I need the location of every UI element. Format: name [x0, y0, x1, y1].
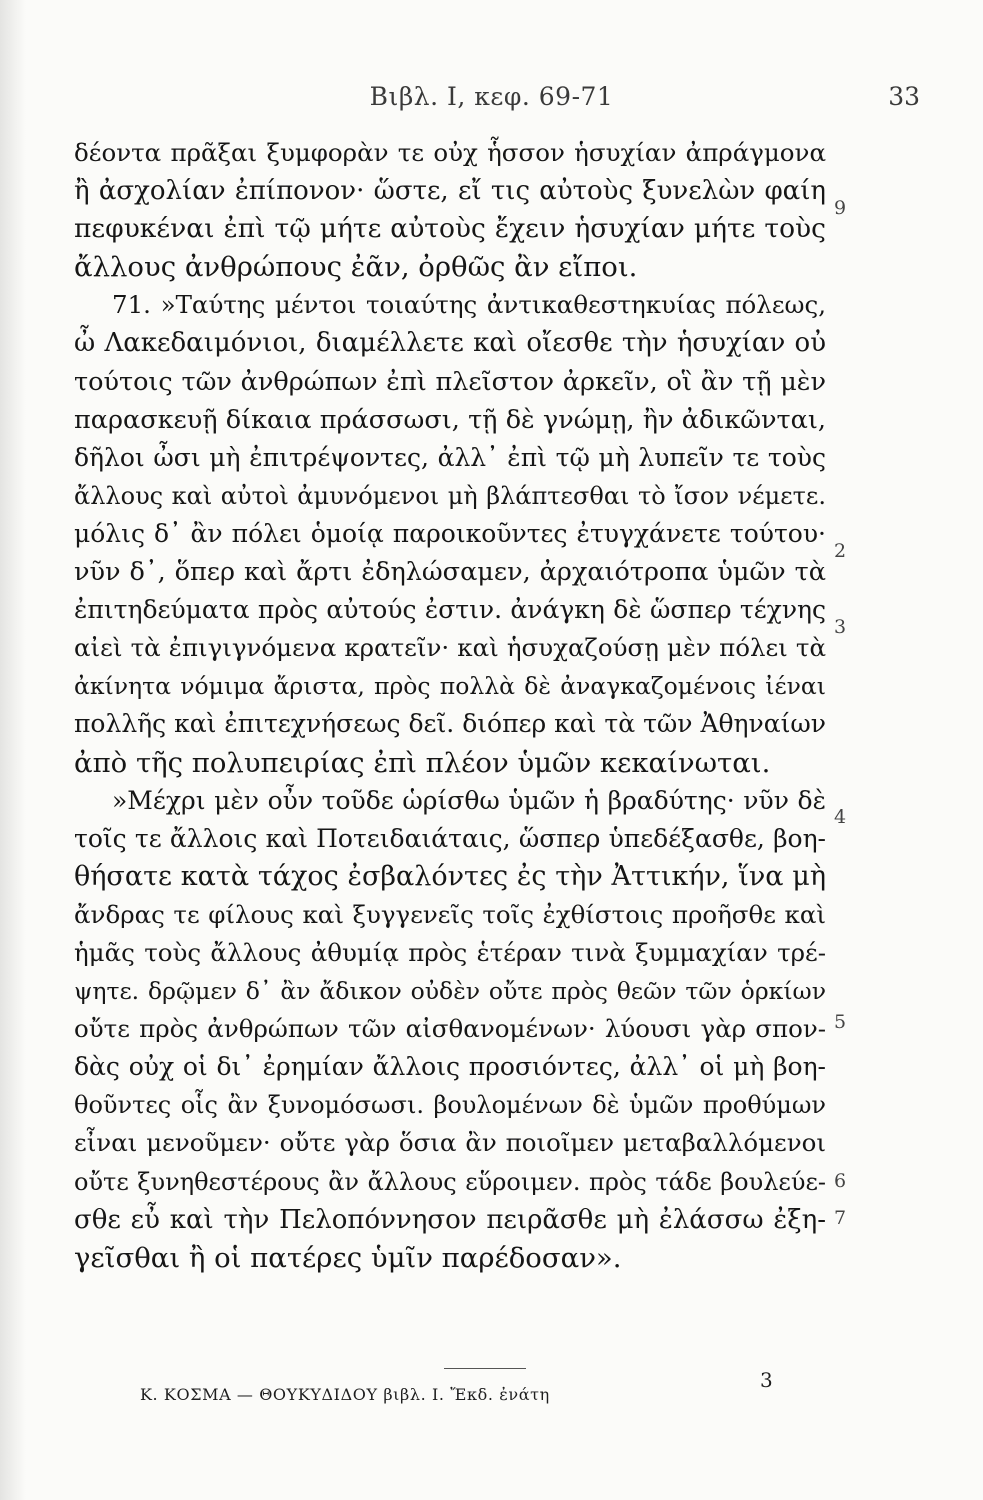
running-title: Βιβλ. Ι, κεφ. 69-71 — [369, 82, 614, 111]
spine-shadow — [0, 0, 26, 1500]
text-line: θοῦντες οἷς ἂν ξυνομόσωσι. βουλομένων δὲ ὑμῶν προθύμων — [74, 1091, 826, 1120]
body-text — [74, 134, 826, 1277]
text-line: ἄνδρας τε φίλους καὶ ξυγγενεῖς τοῖς ἐχθίστοις προῆσθε καὶ — [74, 899, 826, 929]
section-marker: 4 — [834, 806, 847, 828]
text-line: ἀπὸ τῆς πολυπειρίας ἐπὶ πλέον ὑμῶν κεκαίνωται. — [74, 746, 771, 779]
section-marker: 9 — [834, 197, 847, 219]
text-line: γεῖσθαι ἢ οἱ πατέρες ὑμῖν παρέδοσαν». — [74, 1241, 622, 1274]
text-line: σθε εὖ καὶ τὴν Πελοπόννησον πειρᾶσθε μὴ ἐλάσσω ἐξη- — [74, 1204, 826, 1235]
text-line: ἄλλους ἀνθρώπους ἐᾶν, ὀρθῶς ἂν εἴποι. — [74, 251, 638, 284]
text-line: μόλις δ᾽ ἂν πόλει ὁμοίᾳ παροικοῦντες ἐτυγχάνετε τούτου· — [74, 518, 826, 548]
section-marker: 7 — [834, 1207, 847, 1229]
text-line: οὔτε πρὸς ἀνθρώπων τῶν αἰσθανομένων· λύουσι γὰρ σπον- — [74, 1014, 826, 1044]
text-line: ὦ Λακεδαιμόνιοι, διαμέλλετε καὶ οἴεσθε τὴν ἡσυχίαν οὐ — [74, 328, 826, 359]
section-marker: 5 — [834, 1011, 847, 1033]
text-line: ἄλλους καὶ αὐτοὶ ἀμυνόμενοι μὴ βλάπτεσθαι τὸ ἴσον νέμετε. — [74, 481, 826, 510]
sheet-number: 3 — [760, 1368, 773, 1392]
text-line: παρασκευῇ δίκαια πράσσωσι, τῇ δὲ γνώμῃ, ἢν ἀδικῶνται, — [74, 404, 826, 435]
text-line: πολλῆς καὶ ἐπιτεχνήσεως δεῖ. διόπερ καὶ τὰ τῶν Ἀθηναίων — [74, 709, 826, 739]
text-line: θήσατε κατὰ τάχος ἐσβαλόντες ἐς τὴν Ἀττικήν, ἵνα μὴ — [74, 860, 826, 892]
chapter-71-opening-line: 71. »Ταύτης μέντοι τοιαύτης ἀντικαθεστηκυίας πόλεως, — [112, 290, 826, 320]
text-line: τούτοις τῶν ἀνθρώπων ἐπὶ πλεῖστον ἀρκεῖν, οἳ ἂν τῇ μὲν — [74, 366, 826, 397]
text-line: δέοντα πρᾶξαι ξυμφορὰν τε οὐχ ἧσσον ἡσυχίαν ἀπράγμονα — [74, 138, 826, 167]
text-line: εἶναι μενοῦμεν· οὔτε γὰρ ὅσια ἂν ποιοῖμεν μεταβαλλόμενοι — [74, 1128, 826, 1158]
section-marker: 6 — [834, 1170, 847, 1192]
section-marker: 2 — [834, 540, 847, 562]
page-number: 33 — [888, 82, 920, 111]
text-line: ψητε. δρῷμεν δ᾽ ἂν ἄδικον οὐδὲν οὔτε πρὸς θεῶν τῶν ὁρκίων — [74, 977, 826, 1006]
paragraph-opening-line: »Μέχρι μὲν οὖν τοῦδε ὡρίσθω ὑμῶν ἡ βραδύτης· νῦν δὲ — [112, 785, 826, 815]
footer-rule — [444, 1368, 526, 1369]
text-line: ἐπιτηδεύματα πρὸς αὐτούς ἐστιν. ἀνάγκη δὲ ὥσπερ τέχνης — [74, 595, 826, 625]
text-line: ἢ ἀσχολίαν ἐπίπονον· ὥστε, εἴ τις αὐτοὺς ξυνελὼν φαίη — [74, 176, 826, 207]
text-line: δῆλοι ὦσι μὴ ἐπιτρέψοντες, ἀλλ᾽ ἐπὶ τῷ μὴ λυπεῖν τε τοὺς — [74, 442, 826, 472]
text-line: ἡμᾶς τοὺς ἄλλους ἀθυμίᾳ πρὸς ἑτέραν τινὰ ξυμμαχίαν τρέ- — [74, 937, 826, 967]
text-line: οὔτε ξυνηθεστέρους ἂν ἄλλους εὕροιμεν. πρὸς τάδε βουλεύε- — [74, 1167, 826, 1196]
printer-signature: Κ. ΚΟΣΜΑ — ΘΟΥΚΥΔΙΔΟΥ βιβλ. Ι. Ἔκδ. ἐνάτη — [140, 1385, 550, 1404]
text-line: νῦν δ᾽, ὅπερ καὶ ἄρτι ἐδηλώσαμεν, ἀρχαιότροπα ὑμῶν τὰ — [74, 557, 826, 588]
text-line: αἰεὶ τὰ ἐπιγιγνόμενα κρατεῖν· καὶ ἡσυχαζούσῃ μὲν πόλει τὰ — [74, 633, 826, 663]
section-marker: 3 — [834, 616, 847, 638]
text-line: ἀκίνητα νόμιμα ἄριστα, πρὸς πολλὰ δὲ ἀναγκαζομένοις ἰέναι — [74, 672, 826, 701]
text-line: τοῖς τε ἄλλοις καὶ Ποτειδαιάταις, ὥσπερ ὑπεδέξασθε, βοη- — [74, 823, 826, 853]
text-line: δὰς οὐχ οἱ δι᾽ ἐρημίαν ἄλλοις προσιόντες, ἀλλ᾽ οἱ μὴ βοη- — [74, 1052, 826, 1082]
text-line: πεφυκέναι ἐπὶ τῷ μήτε αὐτοὺς ἔχειν ἡσυχίαν μήτε τοὺς — [74, 213, 826, 245]
